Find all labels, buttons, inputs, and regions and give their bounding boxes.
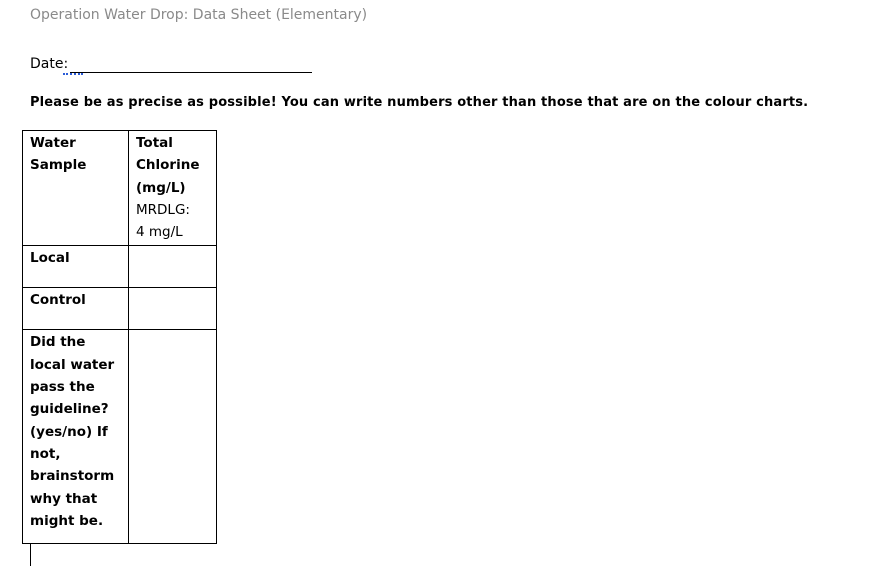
row-label-line: not, [30, 445, 61, 462]
row-label-local [23, 246, 129, 288]
row-label-line: pass the [30, 379, 95, 396]
header-chlorine-unit: (mg/L) [136, 179, 186, 196]
header-chlorine-line: Total [136, 135, 173, 151]
row-label-line: Control [30, 292, 86, 309]
table-row-local [23, 246, 217, 288]
header-mrdlg-label: MRDLG: [136, 201, 190, 218]
table-header-row [23, 131, 217, 246]
row-label-line: Did the [30, 334, 86, 351]
document-title: Operation Water Drop: Data Sheet (Elementary) [30, 7, 368, 23]
row-label-line: local water [30, 356, 115, 373]
cell-local-chlorine[interactable] [129, 246, 217, 288]
table-row-control [23, 288, 217, 330]
row-label-line: Local [30, 250, 70, 267]
header-water-sample [23, 131, 129, 246]
row-label-line: might be. [30, 512, 104, 529]
header-total-chlorine [129, 131, 217, 246]
row-label-guideline [23, 330, 129, 544]
instruction-text: Please be as precise as possible! You can write numbers other than those that are on the colour charts. [30, 95, 809, 110]
table-continuation-border [30, 544, 31, 566]
header-mrdlg-value: 4 mg/L [136, 224, 183, 241]
cell-guideline-answer[interactable] [129, 330, 217, 544]
row-label-control [23, 288, 129, 330]
header-water-sample-line: Sample [30, 157, 87, 174]
row-label-line: guideline? [30, 401, 109, 418]
date-fill-line[interactable] [70, 72, 312, 73]
table-row-guideline [23, 330, 217, 544]
header-chlorine-line: Chlorine [136, 157, 200, 174]
cell-control-chlorine[interactable] [129, 288, 217, 330]
date-label: Date: [30, 56, 69, 72]
data-table [22, 130, 217, 544]
header-water-sample-line: Water [30, 135, 76, 151]
row-label-line: brainstorm [30, 468, 115, 485]
row-label-line: (yes/no) If [30, 423, 108, 440]
row-label-line: why that [30, 490, 98, 507]
